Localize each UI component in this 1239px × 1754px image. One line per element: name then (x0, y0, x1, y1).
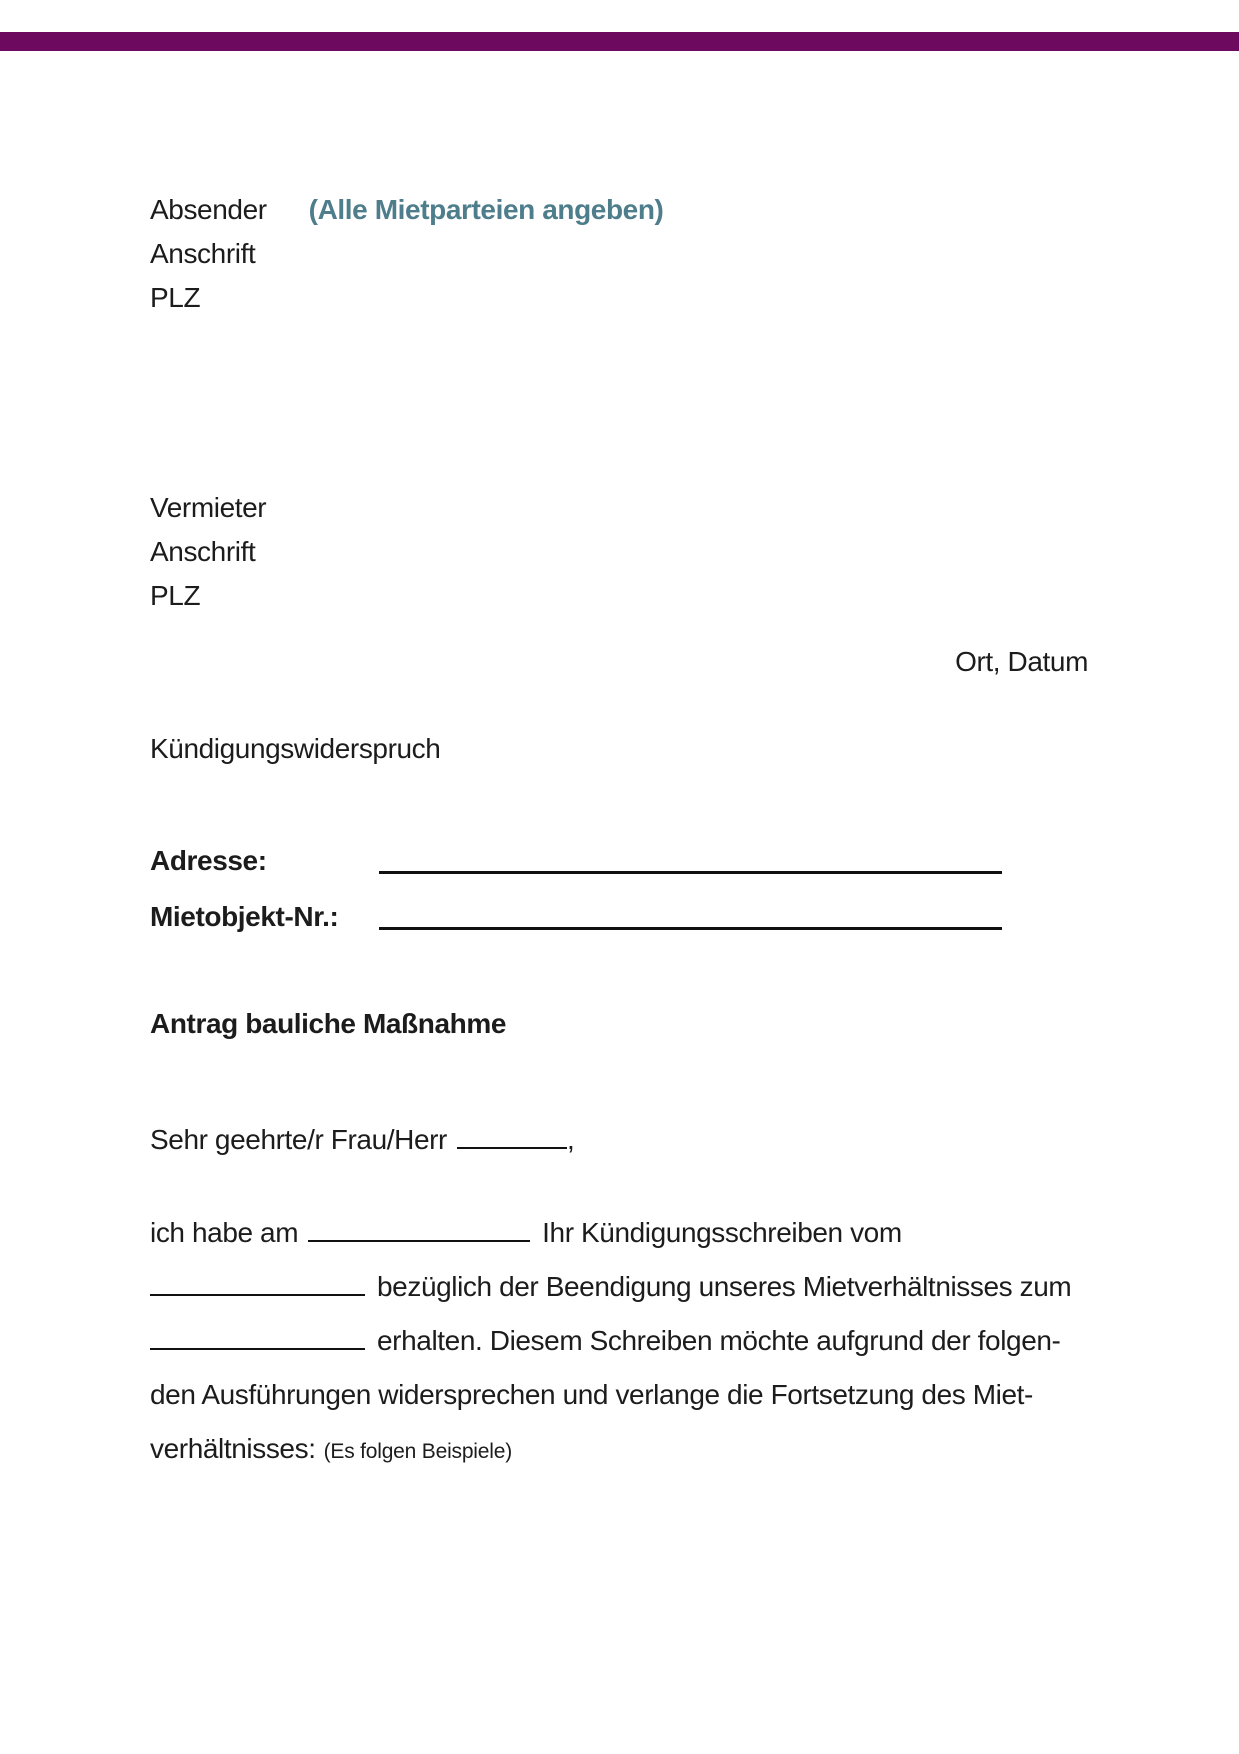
body-line-3 (150, 1314, 1130, 1368)
rental-object-field-row (150, 901, 1010, 933)
address-field-row (150, 845, 1010, 877)
body-line-5-text: verhältnisses: (150, 1433, 316, 1464)
sender-address-label: Anschrift (150, 238, 256, 269)
body-line-2 (150, 1260, 1130, 1314)
sender-annotation: (Alle Mietparteien angeben) (308, 194, 664, 225)
header-accent-bar (0, 32, 1239, 51)
salutation-name-blank[interactable] (457, 1117, 567, 1149)
rental-object-field-label: Mietobjekt-Nr.: (150, 901, 339, 932)
subject-title: Kündigungswiderspruch (150, 733, 441, 764)
body-line-1-text-b: Ihr Kündigungsschreiben vom (542, 1217, 902, 1248)
salutation-comma: , (566, 1124, 575, 1155)
body-line-5 (150, 1422, 1130, 1476)
sender-name-label: Absender (150, 194, 267, 225)
body-line-3-text: erhalten. Diesem Schreiben möchte aufgrund der folgen- (377, 1325, 1061, 1356)
section-heading: Antrag bauliche Maßnahme (150, 1008, 507, 1039)
place-date-label: Ort, Datum (955, 646, 1088, 677)
address-field-label: Adresse: (150, 845, 267, 876)
termination-date-blank[interactable] (150, 1318, 365, 1350)
recipient-zip-label: PLZ (150, 580, 201, 611)
body-line-4: den Ausführungen widersprechen und verlange die Fortsetzung des Miet- (150, 1379, 1033, 1410)
body-line-1-text-a: ich habe am (150, 1217, 299, 1248)
examples-note: (Es folgen Beispiele) (323, 1440, 512, 1463)
body-paragraph (150, 1206, 1130, 1476)
sender-name-row (150, 188, 664, 232)
date-received-blank[interactable] (308, 1210, 530, 1242)
address-field-blank[interactable] (379, 871, 1002, 874)
recipient-name-label: Vermieter (150, 492, 267, 523)
rental-object-field-blank[interactable] (379, 927, 1002, 930)
body-line-1 (150, 1206, 1130, 1260)
sender-address-block (150, 188, 664, 320)
recipient-address-label: Anschrift (150, 536, 256, 567)
letter-date-blank[interactable] (150, 1264, 365, 1296)
recipient-address-block (150, 486, 266, 618)
salutation-text: Sehr geehrte/r Frau/Herr (150, 1124, 447, 1155)
salutation-line (150, 1117, 574, 1156)
sender-zip-label: PLZ (150, 282, 201, 313)
body-line-2-text: bezüglich der Beendigung unseres Mietverhältnisses zum (377, 1271, 1072, 1302)
